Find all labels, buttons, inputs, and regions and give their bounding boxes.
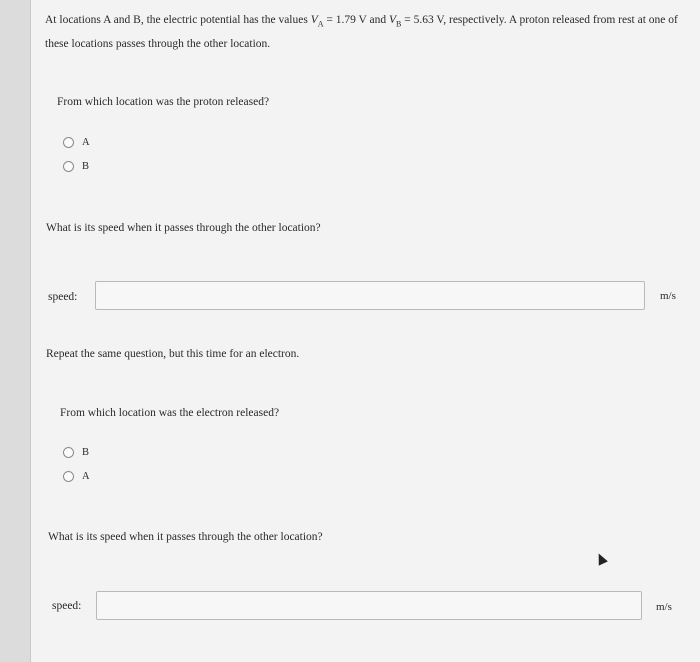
proton-speed-question: What is its speed when it passes through the other location?: [46, 222, 321, 234]
vb-value: = 5.63 V, respectively. A proton released from rest at one of these locations passes through the other location.: [45, 14, 678, 51]
electron-radio-a[interactable]: [63, 471, 74, 482]
electron-option-b-label: B: [82, 447, 90, 458]
proton-speed-unit: m/s: [660, 290, 676, 302]
electron-speed-unit: m/s: [656, 601, 672, 613]
proton-radio-a[interactable]: [63, 137, 74, 148]
problem-statement: [45, 10, 685, 54]
electron-release-question: From which location was the electron released?: [60, 407, 280, 419]
proton-option-a-label: A: [82, 137, 90, 148]
electron-speed-question: What is its speed when it passes through the other location?: [48, 531, 323, 543]
proton-release-question: From which location was the proton released?: [57, 96, 270, 108]
va-subscript: A: [317, 19, 324, 29]
electron-option-b[interactable]: [63, 447, 89, 458]
vb-symbol: V: [389, 14, 397, 26]
electron-radio-b[interactable]: [63, 447, 74, 458]
intro-text-1: At locations A and B, the electric potential has the values: [45, 14, 311, 26]
electron-option-a-label: A: [82, 471, 90, 482]
electron-option-a[interactable]: [63, 471, 90, 482]
electron-repeat-instruction: Repeat the same question, but this time for an electron.: [46, 348, 300, 360]
va-symbol: V: [310, 14, 318, 26]
electron-speed-label: speed:: [52, 600, 82, 612]
proton-option-b[interactable]: [63, 161, 89, 172]
proton-option-b-label: B: [82, 161, 90, 172]
proton-speed-label: speed:: [48, 291, 78, 303]
electron-speed-input[interactable]: [96, 591, 642, 620]
proton-radio-b[interactable]: [63, 161, 74, 172]
va-value: = 1.79 V and: [323, 14, 390, 26]
proton-option-a[interactable]: [63, 137, 90, 148]
proton-speed-input[interactable]: [95, 281, 645, 310]
vb-subscript: B: [396, 19, 402, 29]
